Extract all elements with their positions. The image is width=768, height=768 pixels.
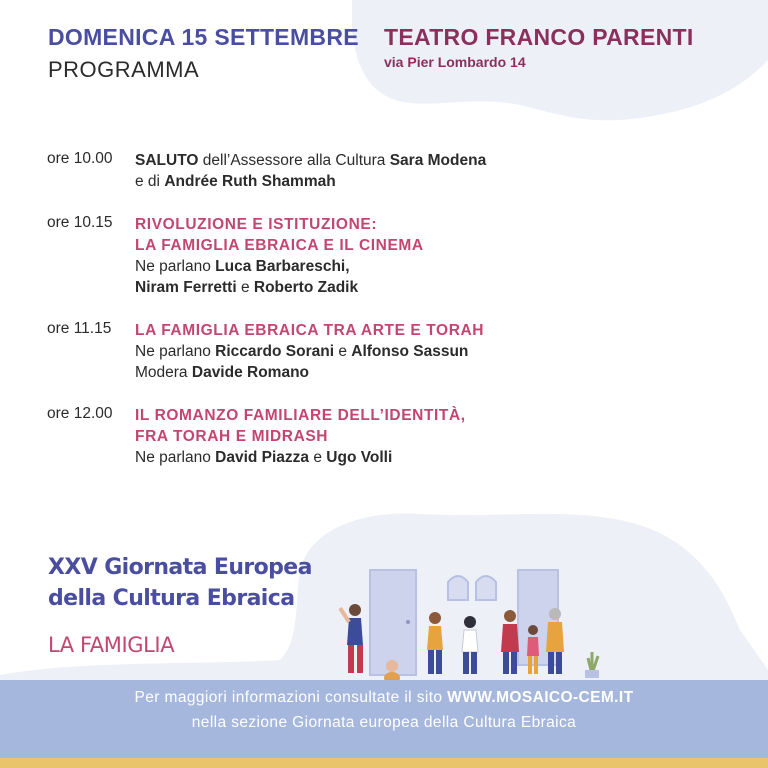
- program-heading: PROGRAMMA: [48, 57, 200, 82]
- footer-line: [0, 689, 768, 707]
- program-line: [135, 362, 727, 383]
- program-time: ore 10.00: [47, 150, 113, 167]
- event-title: [48, 552, 312, 614]
- venue-name: TEATRO FRANCO PARENTI: [384, 24, 694, 50]
- website-link[interactable]: WWW.MOSAICO-CEM.IT: [447, 689, 634, 706]
- speaker-name: Niram Ferretti: [135, 279, 237, 296]
- program-text: e: [236, 279, 254, 296]
- speaker-name: David Piazza: [215, 449, 310, 466]
- event-date: DOMENICA 15 SETTEMBRE: [48, 24, 359, 50]
- footer-line: nella sezione Giornata europea della Cultura Ebraica: [191, 714, 577, 731]
- speaker-name: Riccardo Sorani: [215, 343, 335, 360]
- event-title-line: della Cultura Ebraica: [48, 586, 295, 611]
- program-text: Ne parlano: [135, 449, 216, 466]
- moderator-name: Davide Romano: [191, 364, 310, 381]
- program-text: e: [334, 343, 352, 360]
- program-text: e di: [135, 173, 165, 190]
- program-line: [135, 150, 727, 171]
- speaker-name: Luca Barbareschi,: [215, 258, 350, 275]
- program-list: [47, 150, 727, 490]
- program-text: Ne parlano: [135, 258, 216, 275]
- bottom-accent-bar: [0, 758, 768, 768]
- speaker-name: Sara Modena: [389, 152, 487, 169]
- program-time: ore 11.15: [47, 320, 112, 337]
- program-item: [47, 150, 727, 192]
- program-line: [135, 447, 727, 468]
- program-text: Ne parlano: [135, 343, 216, 360]
- session-title: LA FAMIGLIA EBRAICA TRA ARTE E TORAH: [135, 322, 485, 339]
- speaker-name: Alfonso Sassun: [351, 343, 469, 360]
- person-figure: [527, 625, 539, 674]
- program-line: [135, 277, 727, 298]
- program-text: Modera: [135, 364, 192, 381]
- program-time: ore 12.00: [47, 405, 113, 422]
- family-illustration: [330, 560, 630, 690]
- person-figure: [462, 616, 478, 674]
- program-item: [47, 214, 727, 298]
- program-text: e: [309, 449, 327, 466]
- speaker-name: Roberto Zadik: [253, 279, 359, 296]
- session-title: LA FAMIGLIA EBRAICA E IL CINEMA: [135, 237, 424, 254]
- speaker-name: Ugo Volli: [326, 449, 393, 466]
- program-item: [47, 320, 727, 383]
- program-keyword: SALUTO: [135, 152, 199, 169]
- program-line: [135, 341, 727, 362]
- venue-address: via Pier Lombardo 14: [384, 54, 526, 70]
- program-line: [135, 171, 727, 192]
- program-text: dell’Assessore alla Cultura: [198, 152, 390, 169]
- footer-text: Per maggiori informazioni consultate il sito: [134, 689, 448, 706]
- program-line: [135, 256, 727, 277]
- person-figure: [427, 612, 443, 674]
- program-item: [47, 405, 727, 468]
- event-title-line: XXV Giornata Europea: [48, 555, 312, 580]
- event-theme: LA FAMIGLIA: [48, 633, 175, 657]
- session-title: IL ROMANZO FAMILIARE DELL’IDENTITÀ,: [135, 407, 466, 424]
- speaker-name: Andrée Ruth Shammah: [164, 173, 336, 190]
- person-figure: [501, 610, 519, 674]
- program-time: ore 10.15: [47, 214, 113, 231]
- person-figure: [340, 604, 363, 673]
- session-title: RIVOLUZIONE E ISTITUZIONE:: [135, 216, 378, 233]
- session-title: FRA TORAH E MIDRASH: [135, 428, 329, 445]
